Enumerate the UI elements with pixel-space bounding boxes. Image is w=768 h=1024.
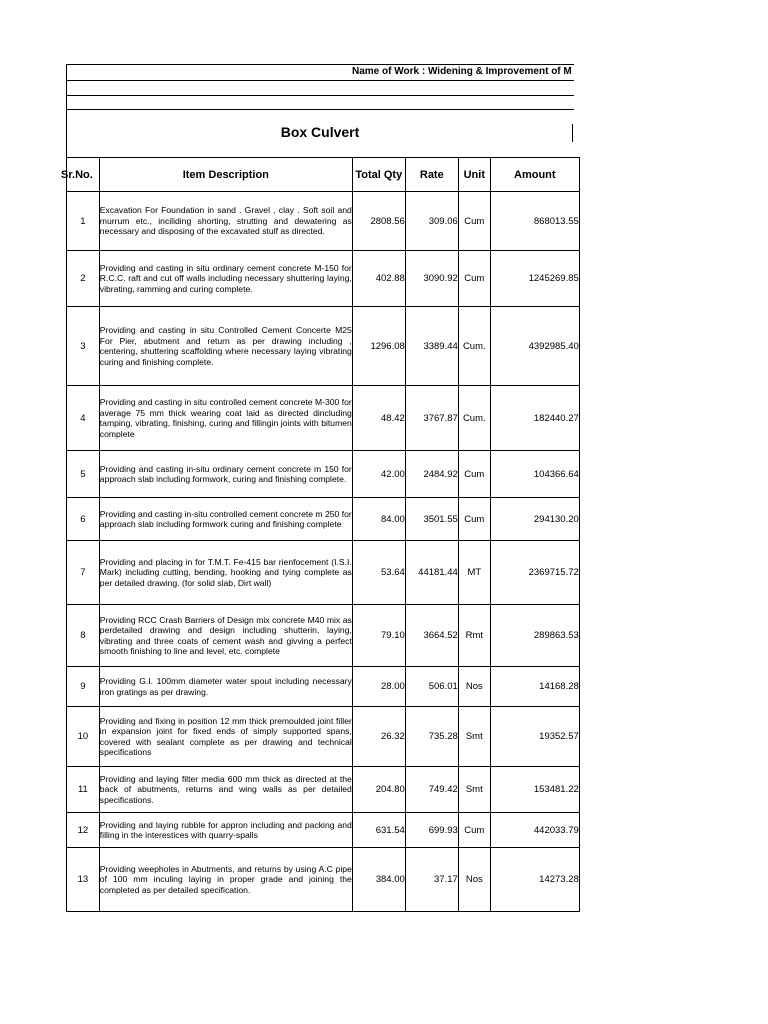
description-cell: Providing and casting in situ Controlled Cement Concerte M25 For Pier, abutment and return as per drawing including , centering, shuttering scaffolding where necessary laying vibrating curing and finishing complete. [99, 307, 352, 386]
grid-line [66, 80, 574, 81]
rate-cell: 309.06 [405, 192, 458, 251]
qty-cell: 84.00 [352, 498, 405, 541]
column-header-unit: Unit [458, 158, 490, 192]
unit-cell: Cum. [458, 307, 490, 386]
sr-no-cell: 12 [67, 813, 100, 848]
cell-border [572, 124, 573, 142]
unit-cell: Cum [458, 451, 490, 498]
sr-no-cell: 13 [67, 848, 100, 912]
table-row [67, 605, 580, 667]
table-row [67, 541, 580, 605]
sr-no-cell: 2 [67, 251, 100, 307]
qty-cell: 48.42 [352, 386, 405, 451]
qty-cell: 53.64 [352, 541, 405, 605]
qty-cell: 28.00 [352, 667, 405, 707]
sr-no-cell: 7 [67, 541, 100, 605]
table-row [67, 667, 580, 707]
unit-cell: Smt [458, 707, 490, 767]
description-cell: Providing and laying rubble for appron including and packing and filling in the interestices with quarry-spalls [99, 813, 352, 848]
amount-cell: 442033.79 [490, 813, 579, 848]
description-cell: Providing and casting in-situ ordinary cement concrete m 150 for approach slab including formwork, curing and finishing complete. [99, 451, 352, 498]
table-row [67, 767, 580, 813]
amount-cell: 182440.27 [490, 386, 579, 451]
amount-cell: 14273.28 [490, 848, 579, 912]
amount-cell: 1245269.85 [490, 251, 579, 307]
amount-cell: 19352.57 [490, 707, 579, 767]
table-row [67, 386, 580, 451]
table-row [67, 707, 580, 767]
column-header-item-description: Item Description [99, 158, 352, 192]
amount-cell: 868013.55 [490, 192, 579, 251]
grid-line [66, 95, 574, 96]
table-row [67, 251, 580, 307]
qty-cell: 26.32 [352, 707, 405, 767]
qty-cell: 1296.08 [352, 307, 405, 386]
rate-cell: 699.93 [405, 813, 458, 848]
amount-cell: 294130.20 [490, 498, 579, 541]
qty-cell: 384.00 [352, 848, 405, 912]
table-row [67, 848, 580, 912]
sr-no-cell: 1 [67, 192, 100, 251]
column-header-amount: Amount [490, 158, 579, 192]
rate-cell: 44181.44 [405, 541, 458, 605]
rate-cell: 3501.55 [405, 498, 458, 541]
description-cell: Providing and casting in situ ordinary cement concrete M-150 for R.C.C. raft and cut off walls including necessary shuttering laying, vibrating, ramming and curing complete. [99, 251, 352, 307]
amount-cell: 4392985.40 [490, 307, 579, 386]
sr-no-cell: 5 [67, 451, 100, 498]
bill-of-quantities-table [61, 157, 580, 912]
description-cell: Excavation For Foundation in sand . Gravel , clay . Soft soil and murrum etc., inciliding shorting, strutting and dewatering as necessary and disposing of the excavated stulf as directed. [99, 192, 352, 251]
qty-cell: 79.10 [352, 605, 405, 667]
table-row [67, 451, 580, 498]
amount-cell: 14168.28 [490, 667, 579, 707]
description-cell: Providing and casting in situ controlled cement concrete M-300 for average 75 mm thick wearing coat laid as directed dincluding tamping, vibrating, finishing, curing and fillingin joints with bitumen complete [99, 386, 352, 451]
rate-cell: 3767.87 [405, 386, 458, 451]
name-of-work [66, 64, 574, 80]
description-cell: Providing RCC Crash Barriers of Design mix concrete M40 mix as perdetailed drawing and design including shutterin, laying, vibrating and three coats of cement wash and givving a perfect smooth finishing to line and level, etc. complete [99, 605, 352, 667]
sr-no-cell: 6 [67, 498, 100, 541]
column-header-rate: Rate [405, 158, 458, 192]
table-row [67, 498, 580, 541]
sr-no-cell: 3 [67, 307, 100, 386]
qty-cell: 42.00 [352, 451, 405, 498]
rate-cell: 3090.92 [405, 251, 458, 307]
qty-cell: 2808.56 [352, 192, 405, 251]
column-header-sr-no: Sr.No. [67, 158, 100, 192]
sr-no-cell: 10 [67, 707, 100, 767]
amount-cell: 104366.64 [490, 451, 579, 498]
rate-cell: 506.01 [405, 667, 458, 707]
table-row [67, 813, 580, 848]
unit-cell: MT [458, 541, 490, 605]
rate-cell: 735.28 [405, 707, 458, 767]
page-title: Box Culvert [280, 124, 360, 140]
unit-cell: Cum [458, 192, 490, 251]
unit-cell: Nos [458, 848, 490, 912]
sr-no-cell: 8 [67, 605, 100, 667]
qty-cell: 402.88 [352, 251, 405, 307]
amount-cell: 153481.22 [490, 767, 579, 813]
table-row [67, 192, 580, 251]
rate-cell: 749.42 [405, 767, 458, 813]
description-cell: Providing and laying filter media 600 mm thick as directed at the back of abutments, returns and wing walls as per detailed specifications. [99, 767, 352, 813]
table-header-row [67, 158, 580, 192]
rate-cell: 37.17 [405, 848, 458, 912]
rate-cell: 2484.92 [405, 451, 458, 498]
sr-no-cell: 11 [67, 767, 100, 813]
description-cell: Providing and fixing in position 12 mm thick premoulded joint filler in expansion joint for fixed ends of simply supported spans, covered with sealant complete as per drawing and technical specifications [99, 707, 352, 767]
description-cell: Providing weepholes in Abutments, and returns by using A.C pipe of 100 mm inculing laying in proper grade and joining the completed as per detailed specification. [99, 848, 352, 912]
table-row [67, 307, 580, 386]
sr-no-cell: 4 [67, 386, 100, 451]
amount-cell: 2369715.72 [490, 541, 579, 605]
qty-cell: 204.80 [352, 767, 405, 813]
grid-line [66, 109, 574, 110]
name-of-work-text: Name of Work : Widening & Improvement of M [352, 66, 572, 77]
unit-cell: Cum. [458, 386, 490, 451]
rate-cell: 3664.52 [405, 605, 458, 667]
unit-cell: Cum [458, 813, 490, 848]
sr-no-cell: 9 [67, 667, 100, 707]
amount-cell: 289863.53 [490, 605, 579, 667]
description-cell: Providing and casting in-situ controlled cement concrete m 250 for approach slab including formwork curing and finishing complete [99, 498, 352, 541]
unit-cell: Rmt [458, 605, 490, 667]
description-cell: Providing and placing in for T.M.T. Fe-415 bar rienfocement (I.S.I. Mark) including cutting, bending, hooking and tying complete as per detailed drawing. (for solid slab, Dirt wall) [99, 541, 352, 605]
unit-cell: Cum [458, 251, 490, 307]
qty-cell: 631.54 [352, 813, 405, 848]
unit-cell: Nos [458, 667, 490, 707]
unit-cell: Smt [458, 767, 490, 813]
unit-cell: Cum [458, 498, 490, 541]
description-cell: Providing G.I. 100mm diameter water spout including necessary iron gratings as per drawing. [99, 667, 352, 707]
column-header-total-qty: Total Qty [352, 158, 405, 192]
rate-cell: 3389.44 [405, 307, 458, 386]
